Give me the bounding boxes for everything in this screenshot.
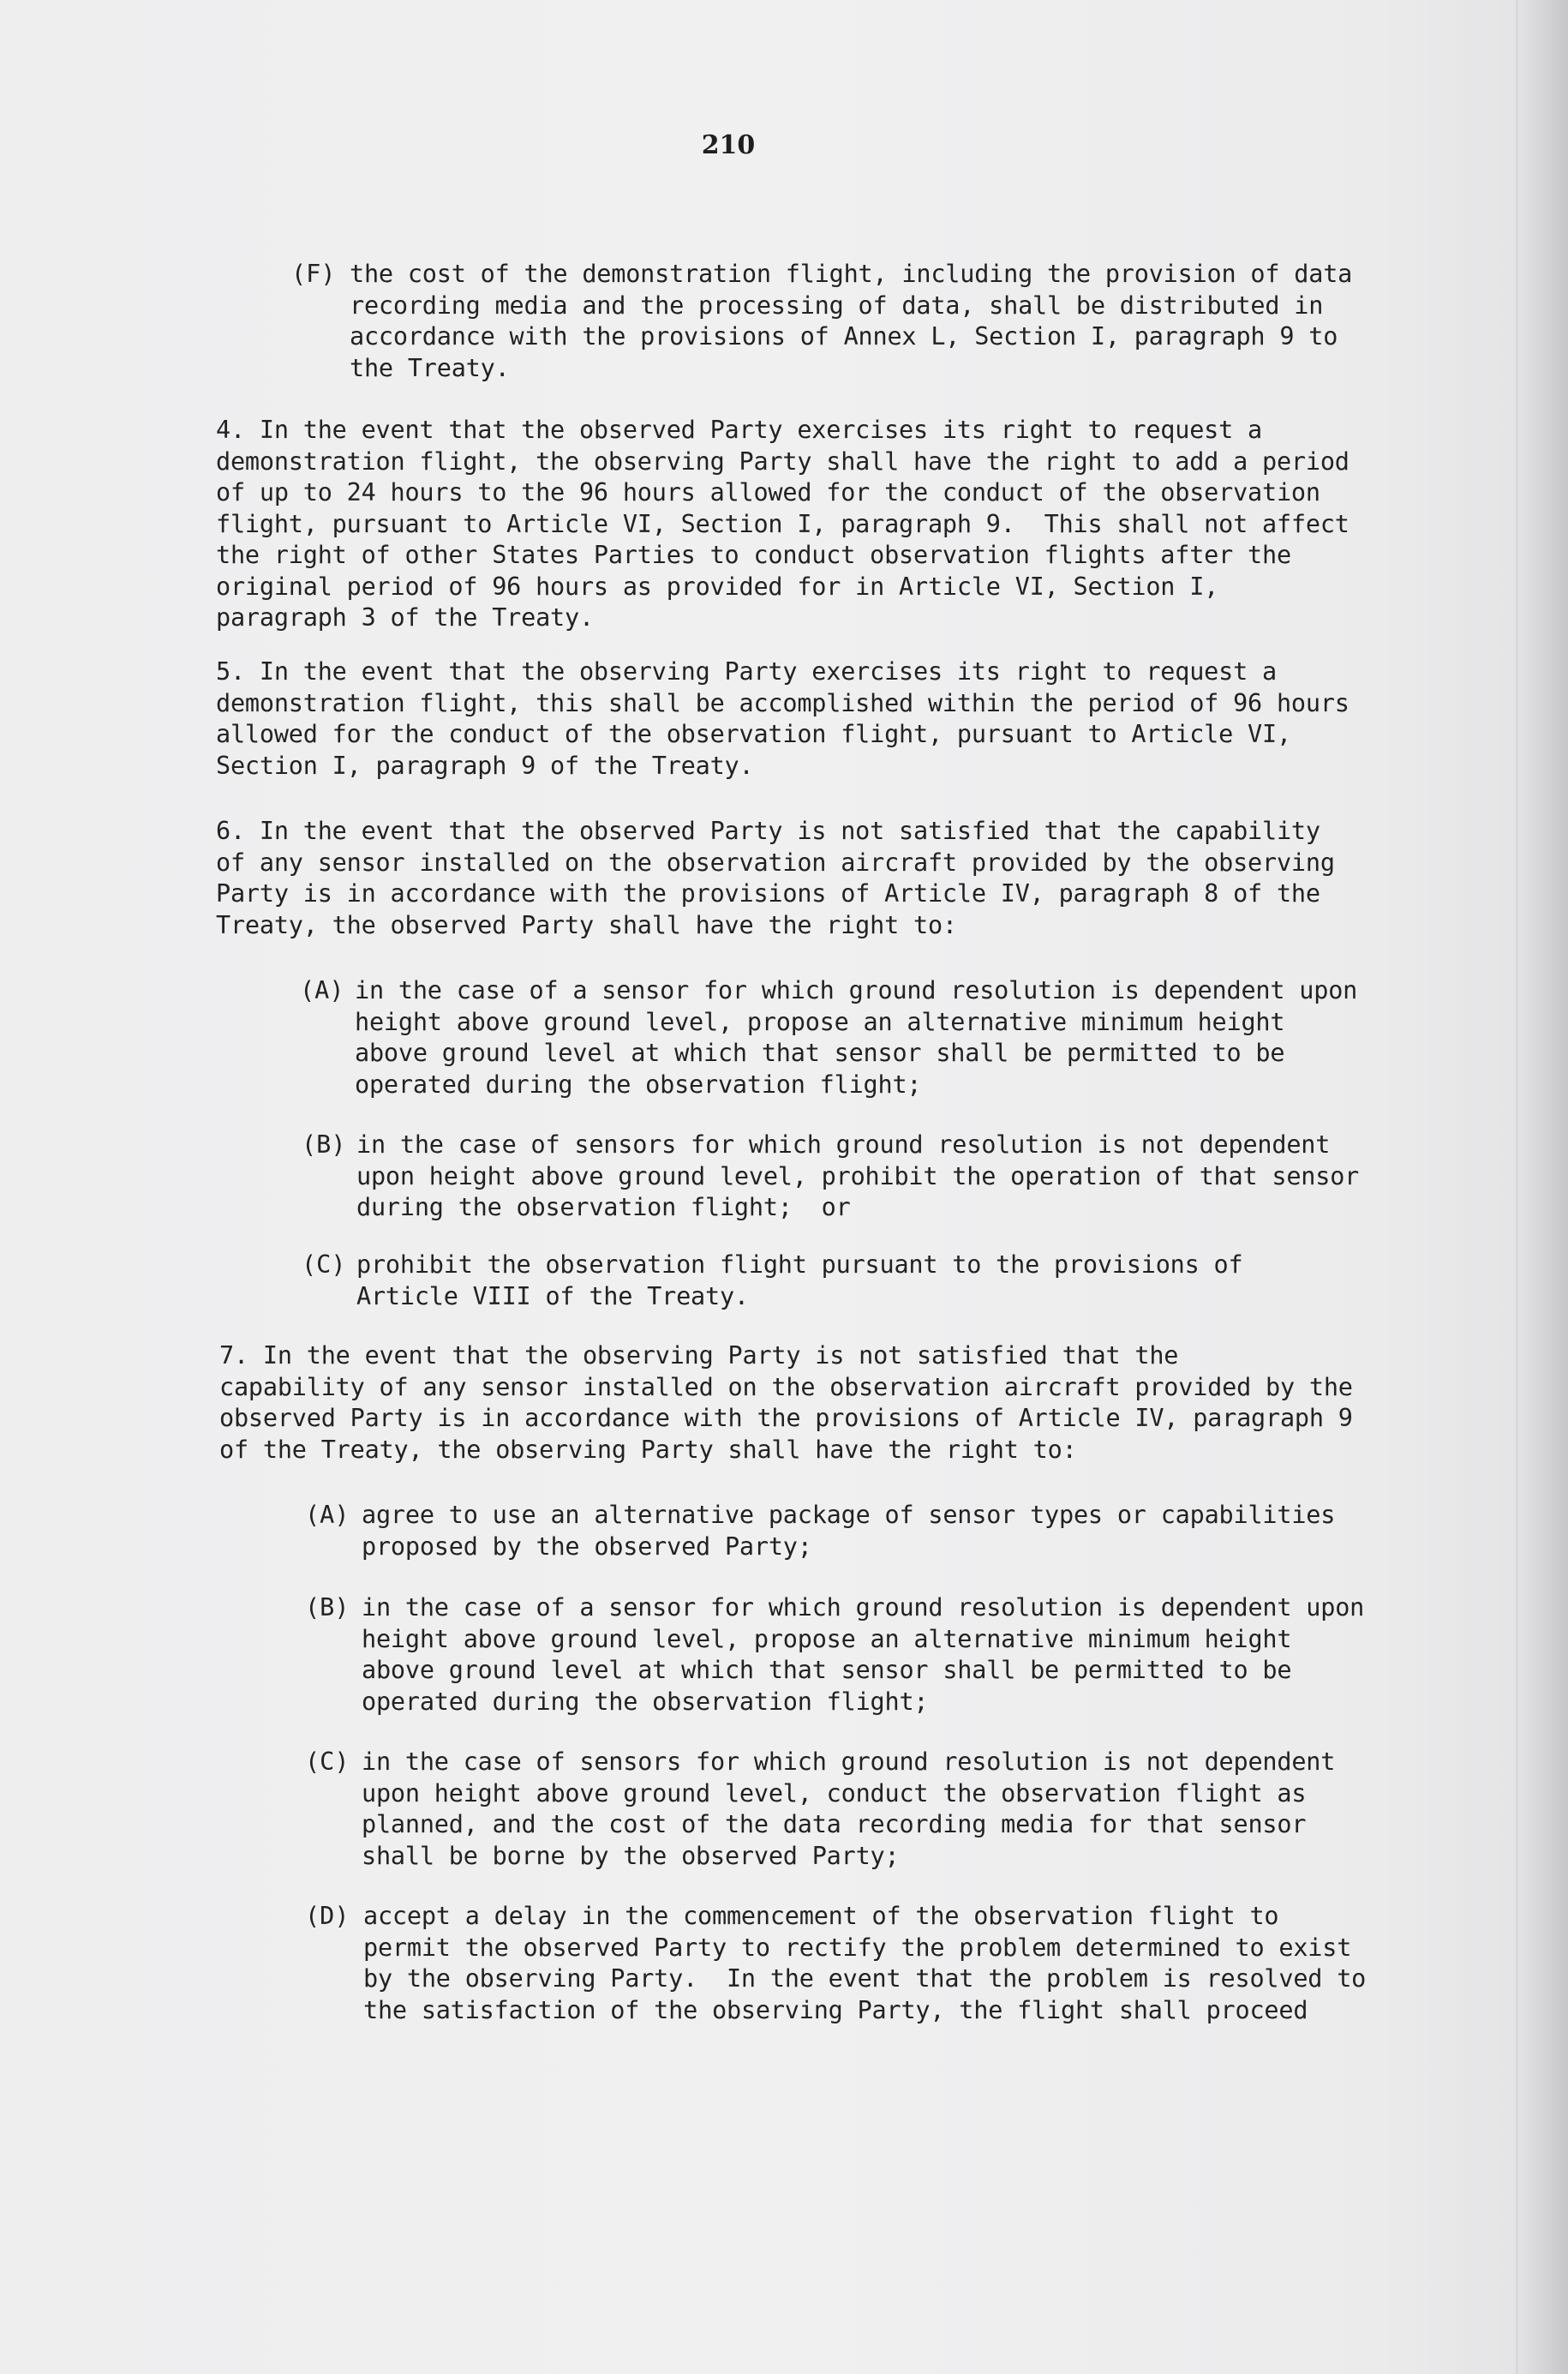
item-f-text: the cost of the demonstration flight, including the provision of data recording media and the processing of data, shall be distributed in accordance with the provisions of Annex L, Section I, paragraph 9 to the Treaty. [350,260,1353,382]
paragraph-5: 5. In the event that the observing Party exercises its right to request a demonstration flight, this shall be accomplished within the period of 96 hours allowed for the conduct of the observation flight, pursuant to Article VI, Section I, paragraph 9 of the Treaty. [216,657,1350,780]
paragraph-6-item-b-label: (B) [302,1130,346,1159]
paragraph-6-item-c-label: (C) [302,1250,346,1279]
paragraph-7-item-c-label: (C) [305,1748,350,1776]
item-f-label: (F) [291,260,336,288]
paragraph-7-item-a-text: agree to use an alternative package of sensor types or capabilities proposed by the observed Party; [362,1501,1336,1561]
paragraph-6-item-b-text: in the case of sensors for which ground resolution is not dependent upon height above ground level, prohibit the operation of that sensor during the observation flight; or [356,1130,1360,1221]
paragraph-6-item-c-text: prohibit the observation flight pursuant to the provisions of Article VIII of the Treaty. [356,1250,1243,1310]
paragraph-6-item-a-label: (A) [300,976,344,1004]
paragraph-7-item-b-text: in the case of a sensor for which ground resolution is dependent upon height above ground level, propose an alternative minimum height above ground level at which that sensor shall be permitted to be operated during the observation flight; [362,1593,1365,1716]
paragraph-7-item-b-label: (B) [305,1593,350,1622]
paragraph-6-item-a-text: in the case of a sensor for which ground resolution is dependent upon height above ground level, propose an alternative minimum height above ground level at which that sensor shall be permitted to be operated during the observation flight; [355,976,1358,1099]
paragraph-7-intro: 7. In the event that the observing Party is not satisfied that the capability of any sensor installed on the observation aircraft provided by the observed Party is in accordance with the provisions of Article IV, paragraph 9 of the Treaty, the observing Party shall have the right to: [219,1341,1353,1464]
page-number: 210 [701,130,756,160]
paragraph-7-item-a-label: (A) [305,1501,350,1529]
paragraph-7-item-c-text: in the case of sensors for which ground resolution is not dependent upon height above ground level, conduct the observation flight as planned, and the cost of the data recording media for that sensor shall be borne by the observed Party; [362,1748,1336,1870]
binding-shadow [1517,0,1568,2374]
paragraph-7-item-d-text: accept a delay in the commencement of the observation flight to permit the observed Party to rectify the problem determined to exist by the observing Party. In the event that the problem is resolved to the satisfaction of the observing Party, the flight shall proceed [363,1902,1367,2024]
paragraph-4: 4. In the event that the observed Party exercises its right to request a demonstration flight, the observing Party shall have the right to add a period of up to 24 hours to the 96 hours allowed for the conduct of the observation flight, pursuant to Article VI, Section I, paragraph 9. This shall not affect the right of other States Parties to conduct observation flights after the original period of 96 hours as provided for in Article VI, Section I, paragraph 3 of the Treaty. [216,416,1350,632]
paragraph-7-item-d-label: (D) [305,1902,350,1930]
paragraph-6-intro: 6. In the event that the observed Party is not satisfied that the capability of any sensor installed on the observation aircraft provided by the observing Party is in accordance with the provisions of Article IV, paragraph 8 of the Treaty, the observed Party shall have the right to: [216,817,1335,939]
